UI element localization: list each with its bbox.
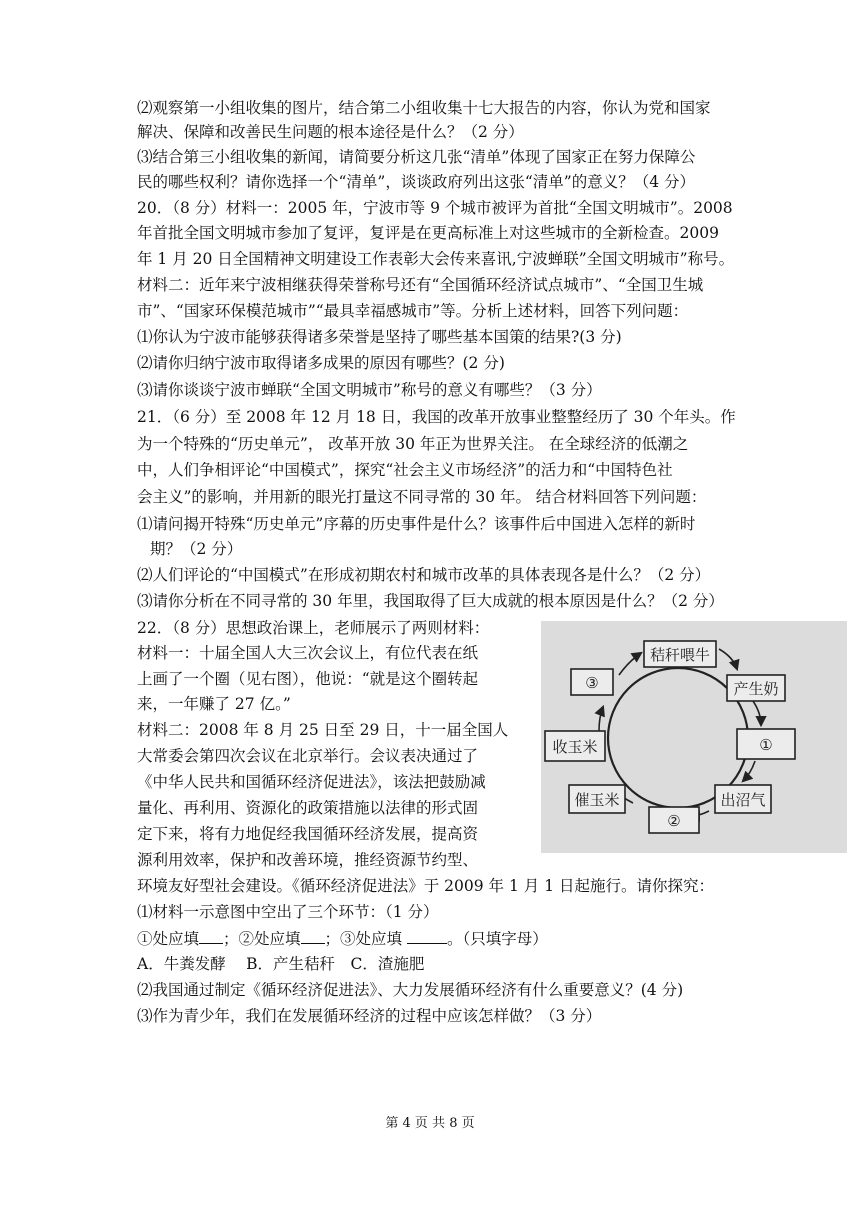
text-line: 期？（2 分）	[150, 540, 243, 558]
svg-text:产生奶: 产生奶	[733, 680, 779, 698]
text-line: 年首批全国文明城市参加了复评，复评是在更高标准上对这些城市的全新检查。2009	[137, 224, 719, 242]
fill-label-2: ；②处应填	[223, 930, 301, 948]
fill-label-3: ；③处应填	[324, 930, 407, 948]
text-line: 量化、再利用、资源化的政策措施以法律的形式固	[137, 799, 479, 817]
question-20-heading: 20．（8 分）材料一：2005 年，宁波市等 9 个城市被评为首批“全国文明城市”。2008	[137, 199, 733, 217]
fill-blank-line	[137, 927, 548, 950]
text-line: 环境友好型社会建设。《循环经济促进法》于 2009 年 1 月 1 日起施行。请你探究：	[137, 877, 714, 895]
page-footer: 第 4 页 共 8 页	[385, 1116, 475, 1131]
text-line: 中，人们争相评论“中国模式”，探究“社会主义市场经济”的活力和“中国特色社	[137, 461, 673, 479]
fill-label-4: 。（只填字母）	[446, 930, 548, 948]
text-line: 材料二：2008 年 8 月 25 日至 29 日，十一届全国人	[137, 721, 509, 739]
sub-question: ⑶请你谈谈宁波市蝉联“全国文明城市”称号的意义有哪些？（3 分）	[137, 381, 602, 399]
sub-question: ⑶作为青少年，我们在发展循环经济的过程中应该怎样做？（3 分）	[137, 1007, 602, 1025]
text-line: 上画了一个圈（见右图），他说：“就是这个圈转起	[137, 670, 479, 688]
box-grow-corn	[569, 785, 625, 813]
sub-question: ⑴材料一示意图中空出了三个环节：（1 分）	[137, 903, 439, 921]
svg-text:秸秆喂牛: 秸秆喂牛	[649, 646, 711, 664]
text-line: 材料一：十届全国人大三次会议上，有位代表在纸	[137, 644, 479, 662]
text-line: 市”、“国家环保模范城市”“最具幸福感城市”等。分析上述材料，回答下列问题：	[137, 302, 689, 320]
svg-text:③: ③	[585, 674, 599, 692]
text-line: 定下来，将有力地促经我国循环经济发展，提高资	[137, 825, 479, 843]
question-22-heading: 22．（8 分）思想政治课上，老师展示了两则材料：	[137, 619, 490, 637]
diagram-svg	[541, 621, 847, 853]
text-line: 民的哪些权利？请你选择一个“清单”，谈谈政府列出这张“清单”的意义？（4 分）	[137, 173, 695, 191]
answer-blank-3[interactable]	[407, 927, 447, 944]
sub-question: ⑵我国通过制定《循环经济促进法》、大力发展循环经济有什么重要意义？(4 分)	[137, 981, 684, 999]
svg-text:①: ①	[759, 736, 773, 754]
sub-question: ⑵请你归纳宁波市取得诸多成果的原因有哪些？(2 分)	[137, 354, 505, 372]
answer-options: A．牛粪发酵 B．产生秸秆 C．渣施肥	[137, 955, 425, 973]
answer-blank-2[interactable]	[301, 927, 325, 944]
text-line: ⑶结合第三小组收集的新闻，请简要分析这几张“清单”体现了国家正在努力保障公	[137, 148, 696, 166]
sub-question: ⑴请问揭开特殊“历史单元”序幕的历史事件是什么？该事件后中国进入怎样的新时	[137, 515, 696, 533]
box-blank-3	[571, 669, 613, 695]
svg-text:催玉米: 催玉米	[574, 791, 620, 809]
question-21-heading: 21．（6 分）至 2008 年 12 月 18 日，我国的改革开放事业整整经历了 30 个年头。作	[137, 408, 736, 426]
text-line: 大常委会第四次会议在北京举行。会议表决通过了	[137, 747, 479, 765]
box-blank-2	[649, 807, 699, 833]
text-line: 源利用效率，保护和改善环境，推经资源节约型、	[137, 851, 479, 869]
answer-blank-1[interactable]	[199, 927, 223, 944]
sub-question: ⑶请你分析在不同寻常的 30 年里，我国取得了巨大成就的根本原因是什么？（2 分）	[137, 592, 724, 610]
fill-label-1: ①处应填	[137, 930, 200, 948]
box-feed-straw	[644, 641, 716, 667]
sub-question: ⑴你认为宁波市能够获得诸多荣誉是坚持了哪些基本国策的结果?(3 分)	[137, 328, 622, 346]
circular-economy-diagram	[541, 621, 847, 853]
text-line: 材料二：近年来宁波相继获得荣誉称号还有“全国循环经济试点城市”、“全国卫生城	[137, 276, 704, 294]
svg-text:出沼气: 出沼气	[720, 791, 766, 809]
text-line: 会主义”的影响，并用新的眼光打量这不同寻常的 30 年。 结合材料回答下列问题：	[137, 488, 707, 506]
text-line: ⑵观察第一小组收集的图片，结合第二小组收集十七大报告的内容，你认为党和国家	[137, 99, 711, 117]
sub-question: ⑵人们评论的“中国模式”在形成初期农村和城市改革的具体表现各是什么？（2 分）	[137, 566, 711, 584]
box-blank-1	[737, 729, 795, 759]
box-produce-milk	[727, 675, 785, 701]
text-line: 解决、保障和改善民生问题的根本途径是什么？（2 分）	[137, 123, 524, 141]
svg-text:②: ②	[667, 812, 681, 830]
text-line: 为一个特殊的“历史单元”， 改革开放 30 年正为世界关注。 在全球经济的低潮之	[137, 435, 689, 453]
svg-text:收玉米: 收玉米	[552, 738, 598, 756]
box-harvest-corn	[545, 731, 605, 761]
text-line: 来，一年赚了 27 亿。”	[137, 695, 291, 713]
text-line: 《中华人民共和国循环经济促进法》，该法把鼓励减	[137, 773, 486, 791]
text-line: 年 1 月 20 日全国精神文明建设工作表彰大会传来喜讯,宁波蝉联”全国文明城市”称号。	[137, 250, 735, 268]
box-biogas	[715, 785, 771, 813]
